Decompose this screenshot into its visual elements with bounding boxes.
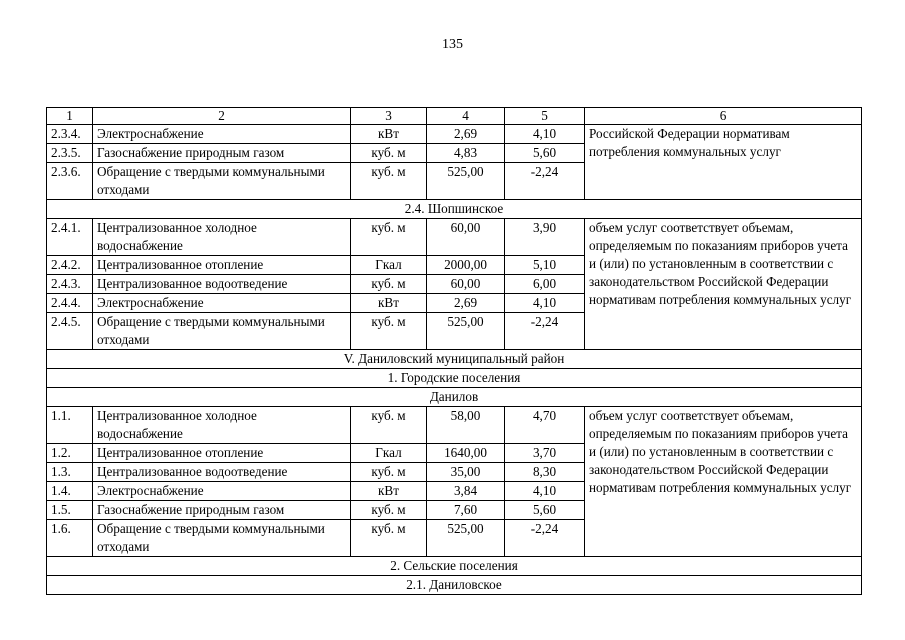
index-value: 4,10 — [505, 482, 585, 501]
service-name: Электроснабжение — [93, 125, 351, 144]
norm-value: 58,00 — [427, 407, 505, 444]
row-number: 1.4. — [47, 482, 93, 501]
note-cell: Российской Федерации нормативам потребления коммунальных услуг — [585, 125, 862, 200]
table-row — [47, 407, 862, 444]
norm-value: 3,84 — [427, 482, 505, 501]
row-number: 1.5. — [47, 501, 93, 520]
service-name: Газоснабжение природным газом — [93, 144, 351, 163]
unit: куб. м — [351, 275, 427, 294]
norm-value: 2000,00 — [427, 256, 505, 275]
index-value: -2,24 — [505, 313, 585, 350]
unit: куб. м — [351, 313, 427, 350]
table-header-row — [47, 108, 862, 125]
row-number: 2.4.1. — [47, 219, 93, 256]
index-value: 5,10 — [505, 256, 585, 275]
norm-value: 35,00 — [427, 463, 505, 482]
service-name: Обращение с твердыми коммунальными отходами — [93, 520, 351, 557]
row-number: 1.1. — [47, 407, 93, 444]
unit: кВт — [351, 125, 427, 144]
unit: кВт — [351, 294, 427, 313]
index-value: 3,90 — [505, 219, 585, 256]
unit: куб. м — [351, 520, 427, 557]
norm-value: 525,00 — [427, 313, 505, 350]
unit: куб. м — [351, 463, 427, 482]
index-value: -2,24 — [505, 163, 585, 200]
section-title: V. Даниловский муниципальный район — [47, 350, 862, 369]
index-value: 5,60 — [505, 501, 585, 520]
unit: куб. м — [351, 144, 427, 163]
unit: куб. м — [351, 407, 427, 444]
service-name: Централизованное холодное водоснабжение — [93, 407, 351, 444]
norm-value: 60,00 — [427, 275, 505, 294]
column-header: 1 — [47, 108, 93, 125]
section-row — [47, 350, 862, 369]
index-value: 5,60 — [505, 144, 585, 163]
unit: Гкал — [351, 256, 427, 275]
service-name: Централизованное водоотведение — [93, 275, 351, 294]
norm-value: 525,00 — [427, 520, 505, 557]
section-row — [47, 576, 862, 595]
service-name: Газоснабжение природным газом — [93, 501, 351, 520]
row-number: 2.4.2. — [47, 256, 93, 275]
section-title: 2.4. Шопшинское — [47, 200, 862, 219]
service-name: Централизованное холодное водоснабжение — [93, 219, 351, 256]
row-number: 2.4.4. — [47, 294, 93, 313]
column-header: 6 — [585, 108, 862, 125]
section-row — [47, 200, 862, 219]
row-number: 2.3.6. — [47, 163, 93, 200]
row-number: 2.3.5. — [47, 144, 93, 163]
row-number: 2.4.3. — [47, 275, 93, 294]
tariff-table — [46, 107, 862, 595]
index-value: 4,70 — [505, 407, 585, 444]
norm-value: 1640,00 — [427, 444, 505, 463]
section-title: Данилов — [47, 388, 862, 407]
norm-value: 4,83 — [427, 144, 505, 163]
section-row — [47, 557, 862, 576]
service-name: Обращение с твердыми коммунальными отходами — [93, 163, 351, 200]
index-value: -2,24 — [505, 520, 585, 557]
unit: кВт — [351, 482, 427, 501]
column-header: 3 — [351, 108, 427, 125]
service-name: Электроснабжение — [93, 482, 351, 501]
table-row — [47, 125, 862, 144]
unit: Гкал — [351, 444, 427, 463]
service-name: Электроснабжение — [93, 294, 351, 313]
unit: куб. м — [351, 163, 427, 200]
index-value: 4,10 — [505, 294, 585, 313]
section-row — [47, 369, 862, 388]
column-header: 2 — [93, 108, 351, 125]
index-value: 8,30 — [505, 463, 585, 482]
unit: куб. м — [351, 219, 427, 256]
row-number: 1.2. — [47, 444, 93, 463]
unit: куб. м — [351, 501, 427, 520]
section-title: 2. Сельские поселения — [47, 557, 862, 576]
section-title: 1. Городские поселения — [47, 369, 862, 388]
column-header: 4 — [427, 108, 505, 125]
table-row — [47, 219, 862, 256]
row-number: 1.3. — [47, 463, 93, 482]
page-number: 135 — [442, 37, 463, 52]
service-name: Централизованное отопление — [93, 256, 351, 275]
service-name: Обращение с твердыми коммунальными отходами — [93, 313, 351, 350]
note-cell: объем услуг соответствует объемам, определяемым по показаниям приборов учета и (или) по установленным в соответствии с законодательством Российской Федерации нормативам потребления коммунальных услуг — [585, 407, 862, 557]
section-title: 2.1. Даниловское — [47, 576, 862, 595]
note-cell: объем услуг соответствует объемам, определяемым по показаниям приборов учета и (или) по установленным в соответствии с законодательством Российской Федерации нормативам потребления коммунальных услуг — [585, 219, 862, 350]
service-name: Централизованное отопление — [93, 444, 351, 463]
index-value: 3,70 — [505, 444, 585, 463]
norm-value: 60,00 — [427, 219, 505, 256]
column-header: 5 — [505, 108, 585, 125]
index-value: 6,00 — [505, 275, 585, 294]
row-number: 2.4.5. — [47, 313, 93, 350]
row-number: 2.3.4. — [47, 125, 93, 144]
section-row — [47, 388, 862, 407]
service-name: Централизованное водоотведение — [93, 463, 351, 482]
row-number: 1.6. — [47, 520, 93, 557]
norm-value: 525,00 — [427, 163, 505, 200]
norm-value: 2,69 — [427, 294, 505, 313]
norm-value: 2,69 — [427, 125, 505, 144]
index-value: 4,10 — [505, 125, 585, 144]
norm-value: 7,60 — [427, 501, 505, 520]
